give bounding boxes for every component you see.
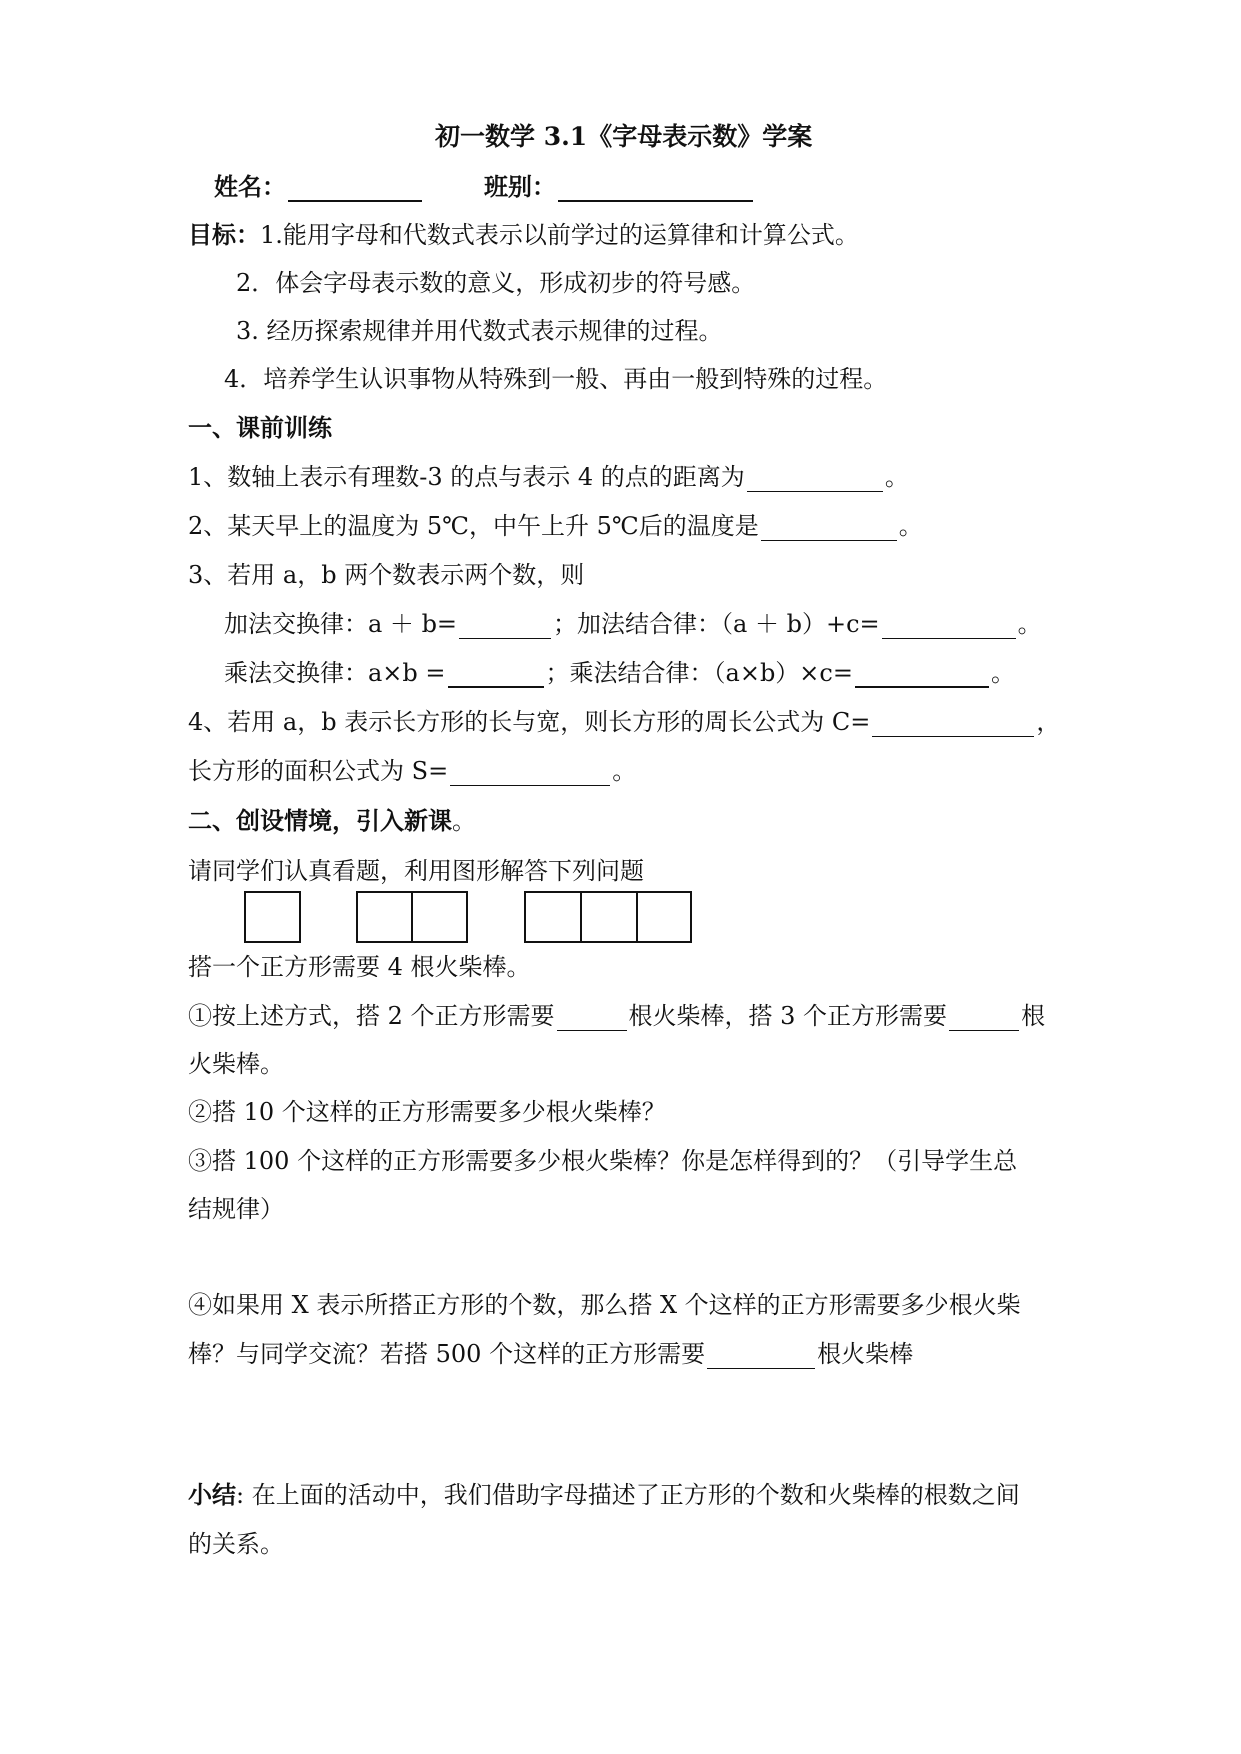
page-title: 初一数学 3.1《字母表示数》学案 [435,122,813,151]
question-3-multiplication: 乘法交换律：a×b = ；乘法结合律：（a×b）×c= 。 [224,659,1015,687]
goals-label: 目标： [188,220,260,249]
class-blank[interactable] [558,178,753,202]
question-3: 3、若用 a，b 两个数表示两个数，则 [188,561,585,589]
three-squares-figure [524,891,692,943]
two-squares-blank[interactable] [557,1008,627,1031]
summary-label: 小结 [188,1480,236,1509]
problem-1-continued: 火柴棒。 [188,1050,284,1078]
name-line [214,172,424,202]
q1-blank[interactable] [747,469,883,492]
question-4-area: 长方形的面积公式为 S= 。 [188,757,637,785]
goal-1: 目标：1.能用字母和代数式表示以前学过的运算律和计算公式。 [188,220,859,249]
goal-3: 3. 经历探索规律并用代数式表示规律的过程。 [236,317,723,345]
matchstick-divider [411,893,413,941]
problem-2: ②搭 10 个这样的正方形需要多少根火柴棒？ [188,1098,666,1126]
question-2: 2、某天早上的温度为 5℃，中午上升 5℃后的温度是 。 [188,512,923,540]
summary-continued: 的关系。 [188,1530,284,1558]
matchstick-divider [580,893,582,941]
class-line [484,172,755,202]
problem-3: ③搭 100 个这样的正方形需要多少根火柴棒？你是怎样得到的？（引导学生总 [188,1147,1018,1175]
problem-1: ①按上述方式，搭 2 个正方形需要 根火柴棒，搭 3 个正方形需要 根 [188,1002,1046,1030]
goal-2: 2．体会字母表示数的意义，形成初步的符号感。 [236,269,756,297]
problem-3-continued: 结规律） [188,1195,284,1223]
goal-4: 4．培养学生认识事物从特殊到一般、再由一般到特殊的过程。 [224,365,888,393]
question-3-addition: 加法交换律：a ＋ b= ；加法结合律：（a ＋ b）+c= 。 [224,610,1042,638]
name-blank[interactable] [288,178,422,202]
five-hundred-squares-blank[interactable] [707,1346,815,1369]
question-4: 4、若用 a，b 表示长方形的长与宽，则长方形的周长公式为 C= ， [188,708,1061,736]
area-blank[interactable] [450,763,610,786]
section2-intro: 请同学们认真看题，利用图形解答下列问题 [188,857,644,885]
one-square-note: 搭一个正方形需要 4 根火柴棒。 [188,953,531,981]
section2-heading: 二、创设情境，引入新课。 [188,806,476,835]
name-label: 姓名： [214,172,286,201]
two-squares-figure [356,891,468,943]
q2-blank[interactable] [761,518,897,541]
problem-4: ④如果用 X 表示所搭正方形的个数，那么搭 X 个这样的正方形需要多少根火柴 [188,1291,1021,1319]
problem-4-continued: 棒？与同学交流？若搭 500 个这样的正方形需要 根火柴棒 [188,1340,914,1368]
section1-heading: 一、课前训练 [188,413,332,442]
mul-commutative-blank[interactable] [448,664,544,688]
question-1: 1、数轴上表示有理数-3 的点与表示 4 的点的距离为 。 [188,463,909,491]
add-associative-blank[interactable] [882,616,1016,639]
summary: 小结: 在上面的活动中，我们借助字母描述了正方形的个数和火柴棒的根数之间 [188,1480,1020,1509]
matchstick-divider [636,893,638,941]
mul-associative-blank[interactable] [855,664,989,688]
perimeter-blank[interactable] [872,714,1034,737]
three-squares-blank[interactable] [949,1008,1019,1031]
class-label: 班别： [484,172,556,201]
one-square-figure [244,891,301,943]
add-commutative-blank[interactable] [459,616,551,639]
